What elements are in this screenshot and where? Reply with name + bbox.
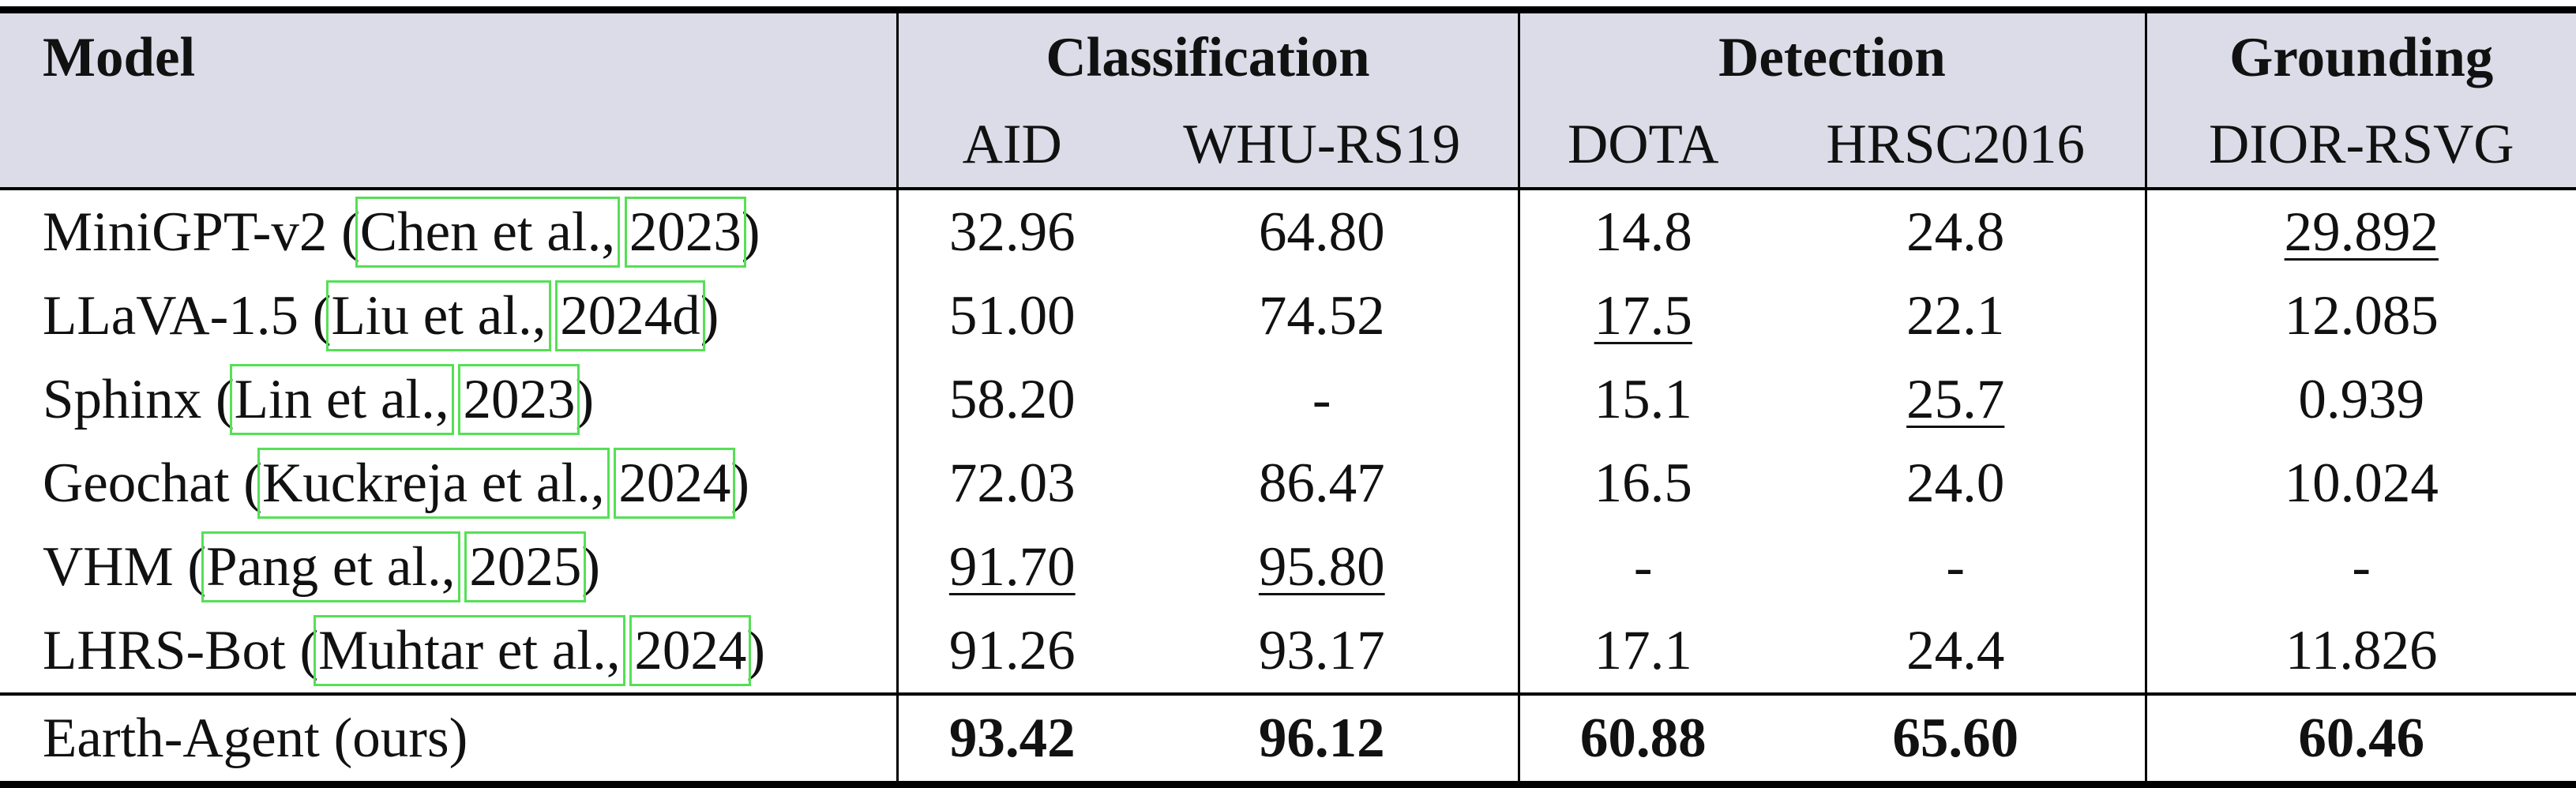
cell-dota [1519, 525, 1767, 609]
header-classification: Classification [897, 10, 1519, 103]
value: 24.0 [1906, 452, 2005, 514]
value: 58.20 [948, 368, 1076, 430]
cell-hrsc2016 [1767, 441, 2146, 525]
table-row-ours [0, 694, 2576, 785]
citation-close: ) [741, 201, 760, 263]
header-dota: DOTA [1519, 102, 1767, 189]
table-row [0, 525, 2576, 609]
cell-dota [1519, 609, 1767, 694]
header-row-datasets [0, 102, 2576, 189]
value: 16.5 [1594, 452, 1692, 514]
citation-separator [615, 201, 629, 263]
cell-dota [1519, 358, 1767, 441]
cell-aid [897, 441, 1126, 525]
header-dior-rsvg: DIOR-RSVG [2146, 102, 2576, 189]
cell-whu-rs19 [1126, 358, 1519, 441]
value: - [2352, 535, 2371, 598]
citation-close: ) [575, 368, 595, 430]
citation-year-link[interactable]: 2025 [469, 535, 582, 598]
value: 24.4 [1906, 619, 2005, 681]
value: 10.024 [2284, 452, 2439, 514]
header-aid: AID [897, 102, 1126, 189]
header-hrsc2016: HRSC2016 [1826, 113, 2085, 175]
model-name [0, 441, 897, 525]
model-name [0, 189, 897, 274]
header-row-groups [0, 10, 2576, 103]
cell-hrsc2016 [1767, 609, 2146, 694]
value: - [1946, 535, 1966, 598]
citation-authors-link[interactable]: Pang et al., [206, 535, 456, 598]
value: 12.085 [2284, 284, 2439, 347]
table-row [0, 189, 2576, 274]
value: 32.96 [948, 201, 1076, 263]
cell-whu-rs19-best: 96.12 [1126, 694, 1519, 785]
value: 0.939 [2298, 368, 2425, 430]
value: - [1312, 368, 1331, 430]
citation-year-link[interactable]: 2023 [463, 368, 576, 430]
cell-whu-rs19 [1126, 189, 1519, 274]
citation-close: ) [581, 535, 600, 598]
value: 17.1 [1594, 619, 1692, 681]
value-second-best: 25.7 [1906, 368, 2005, 430]
citation-authors-link[interactable]: Liu et al., [331, 284, 546, 347]
value: - [1633, 535, 1653, 598]
value: 64.80 [1258, 201, 1385, 263]
value-second-best: 95.80 [1258, 535, 1385, 598]
value: 22.1 [1906, 284, 2005, 347]
citation-separator [621, 620, 635, 681]
cell-dota [1519, 441, 1767, 525]
cell-aid [897, 358, 1126, 441]
citation-close: ) [700, 284, 719, 347]
citation-year-link[interactable]: 2024d [560, 284, 700, 347]
value-second-best: 17.5 [1594, 284, 1692, 347]
model-label: VHM ( [43, 535, 207, 598]
model-label: LLaVA-1.5 ( [43, 284, 332, 347]
value: 91.26 [948, 619, 1076, 681]
cell-aid [897, 525, 1126, 609]
value-second-best: 29.892 [2284, 201, 2439, 263]
citation-separator [605, 452, 619, 514]
model-name [0, 609, 897, 694]
cell-dior-rsvg [2146, 274, 2576, 358]
cell-dior-rsvg [2146, 358, 2576, 441]
cell-hrsc2016 [1767, 358, 2146, 441]
model-name [0, 525, 897, 609]
header-model-blank [0, 102, 897, 189]
cell-dota [1519, 274, 1767, 358]
citation-year-link[interactable]: 2024 [634, 619, 747, 681]
citation-separator [449, 369, 464, 430]
value: 86.47 [1258, 452, 1385, 514]
cell-whu-rs19 [1126, 274, 1519, 358]
cell-dior-rsvg [2146, 189, 2576, 274]
cell-hrsc2016 [1767, 189, 2146, 274]
value: 14.8 [1594, 201, 1692, 263]
cell-hrsc2016 [1767, 274, 2146, 358]
table-row [0, 609, 2576, 694]
model-label: Geochat ( [43, 452, 262, 514]
cell-hrsc2016 [1767, 525, 2146, 609]
table-row [0, 441, 2576, 525]
citation-close: ) [746, 619, 766, 681]
value: 74.52 [1258, 284, 1385, 347]
cell-dior-rsvg [2146, 609, 2576, 694]
cell-dota-best: 60.88 [1519, 694, 1767, 785]
model-name [0, 274, 897, 358]
cell-aid [897, 189, 1126, 274]
cell-whu-rs19 [1126, 609, 1519, 694]
citation-authors-link[interactable]: Kuckreja et al., [261, 452, 605, 514]
value-second-best: 91.70 [948, 535, 1076, 598]
cell-hrsc2016-best: 65.60 [1767, 694, 2146, 785]
value: 51.00 [948, 284, 1076, 347]
citation-year-link[interactable]: 2023 [629, 201, 742, 263]
model-name [0, 358, 897, 441]
citation-separator [546, 285, 561, 347]
cell-dior-rsvg [2146, 441, 2576, 525]
cell-dior-rsvg-best: 60.46 [2146, 694, 2576, 785]
citation-authors-link[interactable]: Lin et al., [234, 368, 449, 430]
header-model: Model [0, 10, 897, 103]
value: 72.03 [948, 452, 1076, 514]
value: 15.1 [1594, 368, 1692, 430]
citation-separator [456, 536, 470, 598]
header-whu-rs19: WHU-RS19 [1183, 113, 1461, 175]
cell-aid [897, 609, 1126, 694]
cell-whu-rs19 [1126, 525, 1519, 609]
citation-year-link[interactable]: 2024 [618, 452, 731, 514]
value: 11.826 [2285, 619, 2438, 681]
value: 93.17 [1258, 619, 1385, 681]
model-name-ours: Earth-Agent (ours) [0, 694, 897, 785]
citation-close: ) [730, 452, 750, 514]
model-label: LHRS-Bot ( [43, 619, 319, 681]
cell-dior-rsvg [2146, 525, 2576, 609]
citation-authors-link[interactable]: Muhtar et al., [318, 619, 621, 681]
cell-whu-rs19 [1126, 441, 1519, 525]
value: 24.8 [1906, 201, 2005, 263]
cell-aid [897, 274, 1126, 358]
header-grounding: Grounding [2146, 10, 2576, 103]
cell-dota [1519, 189, 1767, 274]
results-table [0, 6, 2576, 788]
model-label: MiniGPT-v2 ( [43, 201, 360, 263]
table-row [0, 274, 2576, 358]
citation-authors-link[interactable]: Chen et al., [359, 201, 616, 263]
header-detection: Detection [1519, 10, 2146, 103]
model-label: Sphinx ( [43, 368, 235, 430]
table-row [0, 358, 2576, 441]
cell-aid-best: 93.42 [897, 694, 1126, 785]
